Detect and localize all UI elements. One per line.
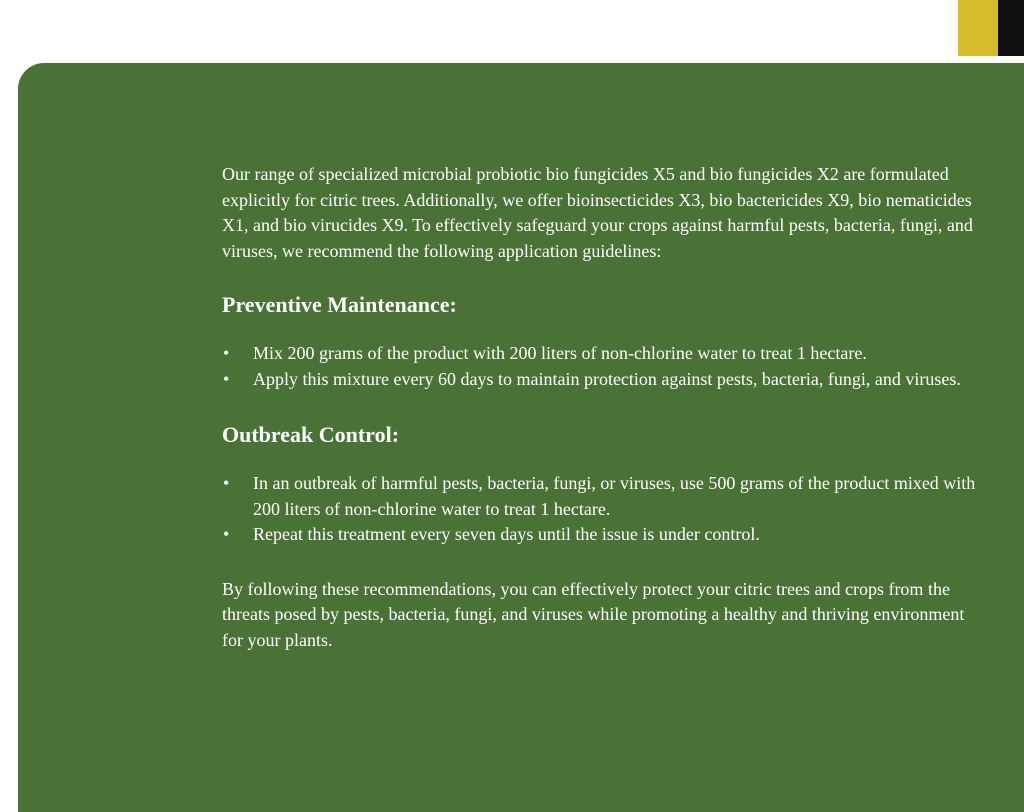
intro-paragraph: Our range of specialized microbial probiotic bio fungicides X5 and bio fungicides X2 are formulated explicitly for citric trees. Additionally, we offer bioinsecticides X3, bio bactericides X9, bio nematicides X1, and bio virucides X9. To effectively safeguard your crops against harmful pests, bacteria, fungi, and viruses, we recommend the following application guidelines: bbox=[222, 164, 973, 261]
list-item bbox=[222, 341, 982, 367]
list-item bbox=[222, 522, 982, 548]
list-item bbox=[222, 471, 982, 522]
closing-paragraph: By following these recommendations, you can effectively protect your citric trees and crops from the threats posed by pests, bacteria, fungi, and viruses while promoting a healthy and thriving environment for your plants. bbox=[222, 578, 965, 650]
preventive-maintenance-list bbox=[222, 341, 982, 392]
bullet-dot-icon: • bbox=[223, 343, 230, 363]
black-accent-bar bbox=[998, 0, 1024, 56]
list-item-text: Mix 200 grams of the product with 200 liters of non-chlorine water to treat 1 hectare. bbox=[253, 343, 867, 363]
list-item bbox=[222, 367, 982, 393]
bullet-dot-icon: • bbox=[223, 368, 230, 389]
bullet-dot-icon: • bbox=[223, 524, 230, 544]
preventive-maintenance-heading: Preventive Maintenance: bbox=[222, 292, 457, 317]
outbreak-control-heading: Outbreak Control: bbox=[222, 422, 400, 447]
bullet-dot-icon: • bbox=[223, 473, 230, 493]
outbreak-control-list bbox=[222, 471, 982, 548]
list-item-text: Repeat this treatment every seven days until the issue is under control. bbox=[253, 524, 760, 544]
content-body bbox=[222, 162, 982, 653]
gold-accent-bar bbox=[958, 0, 998, 56]
list-item-text: In an outbreak of harmful pests, bacteria, fungi, or viruses, use 500 grams of the product mixed with 200 liters of non-chlorine water to treat 1 hectare. bbox=[253, 473, 976, 519]
list-item-text: Apply this mixture every 60 days to maintain protection against pests, bacteria, fungi, and viruses. bbox=[253, 368, 961, 389]
